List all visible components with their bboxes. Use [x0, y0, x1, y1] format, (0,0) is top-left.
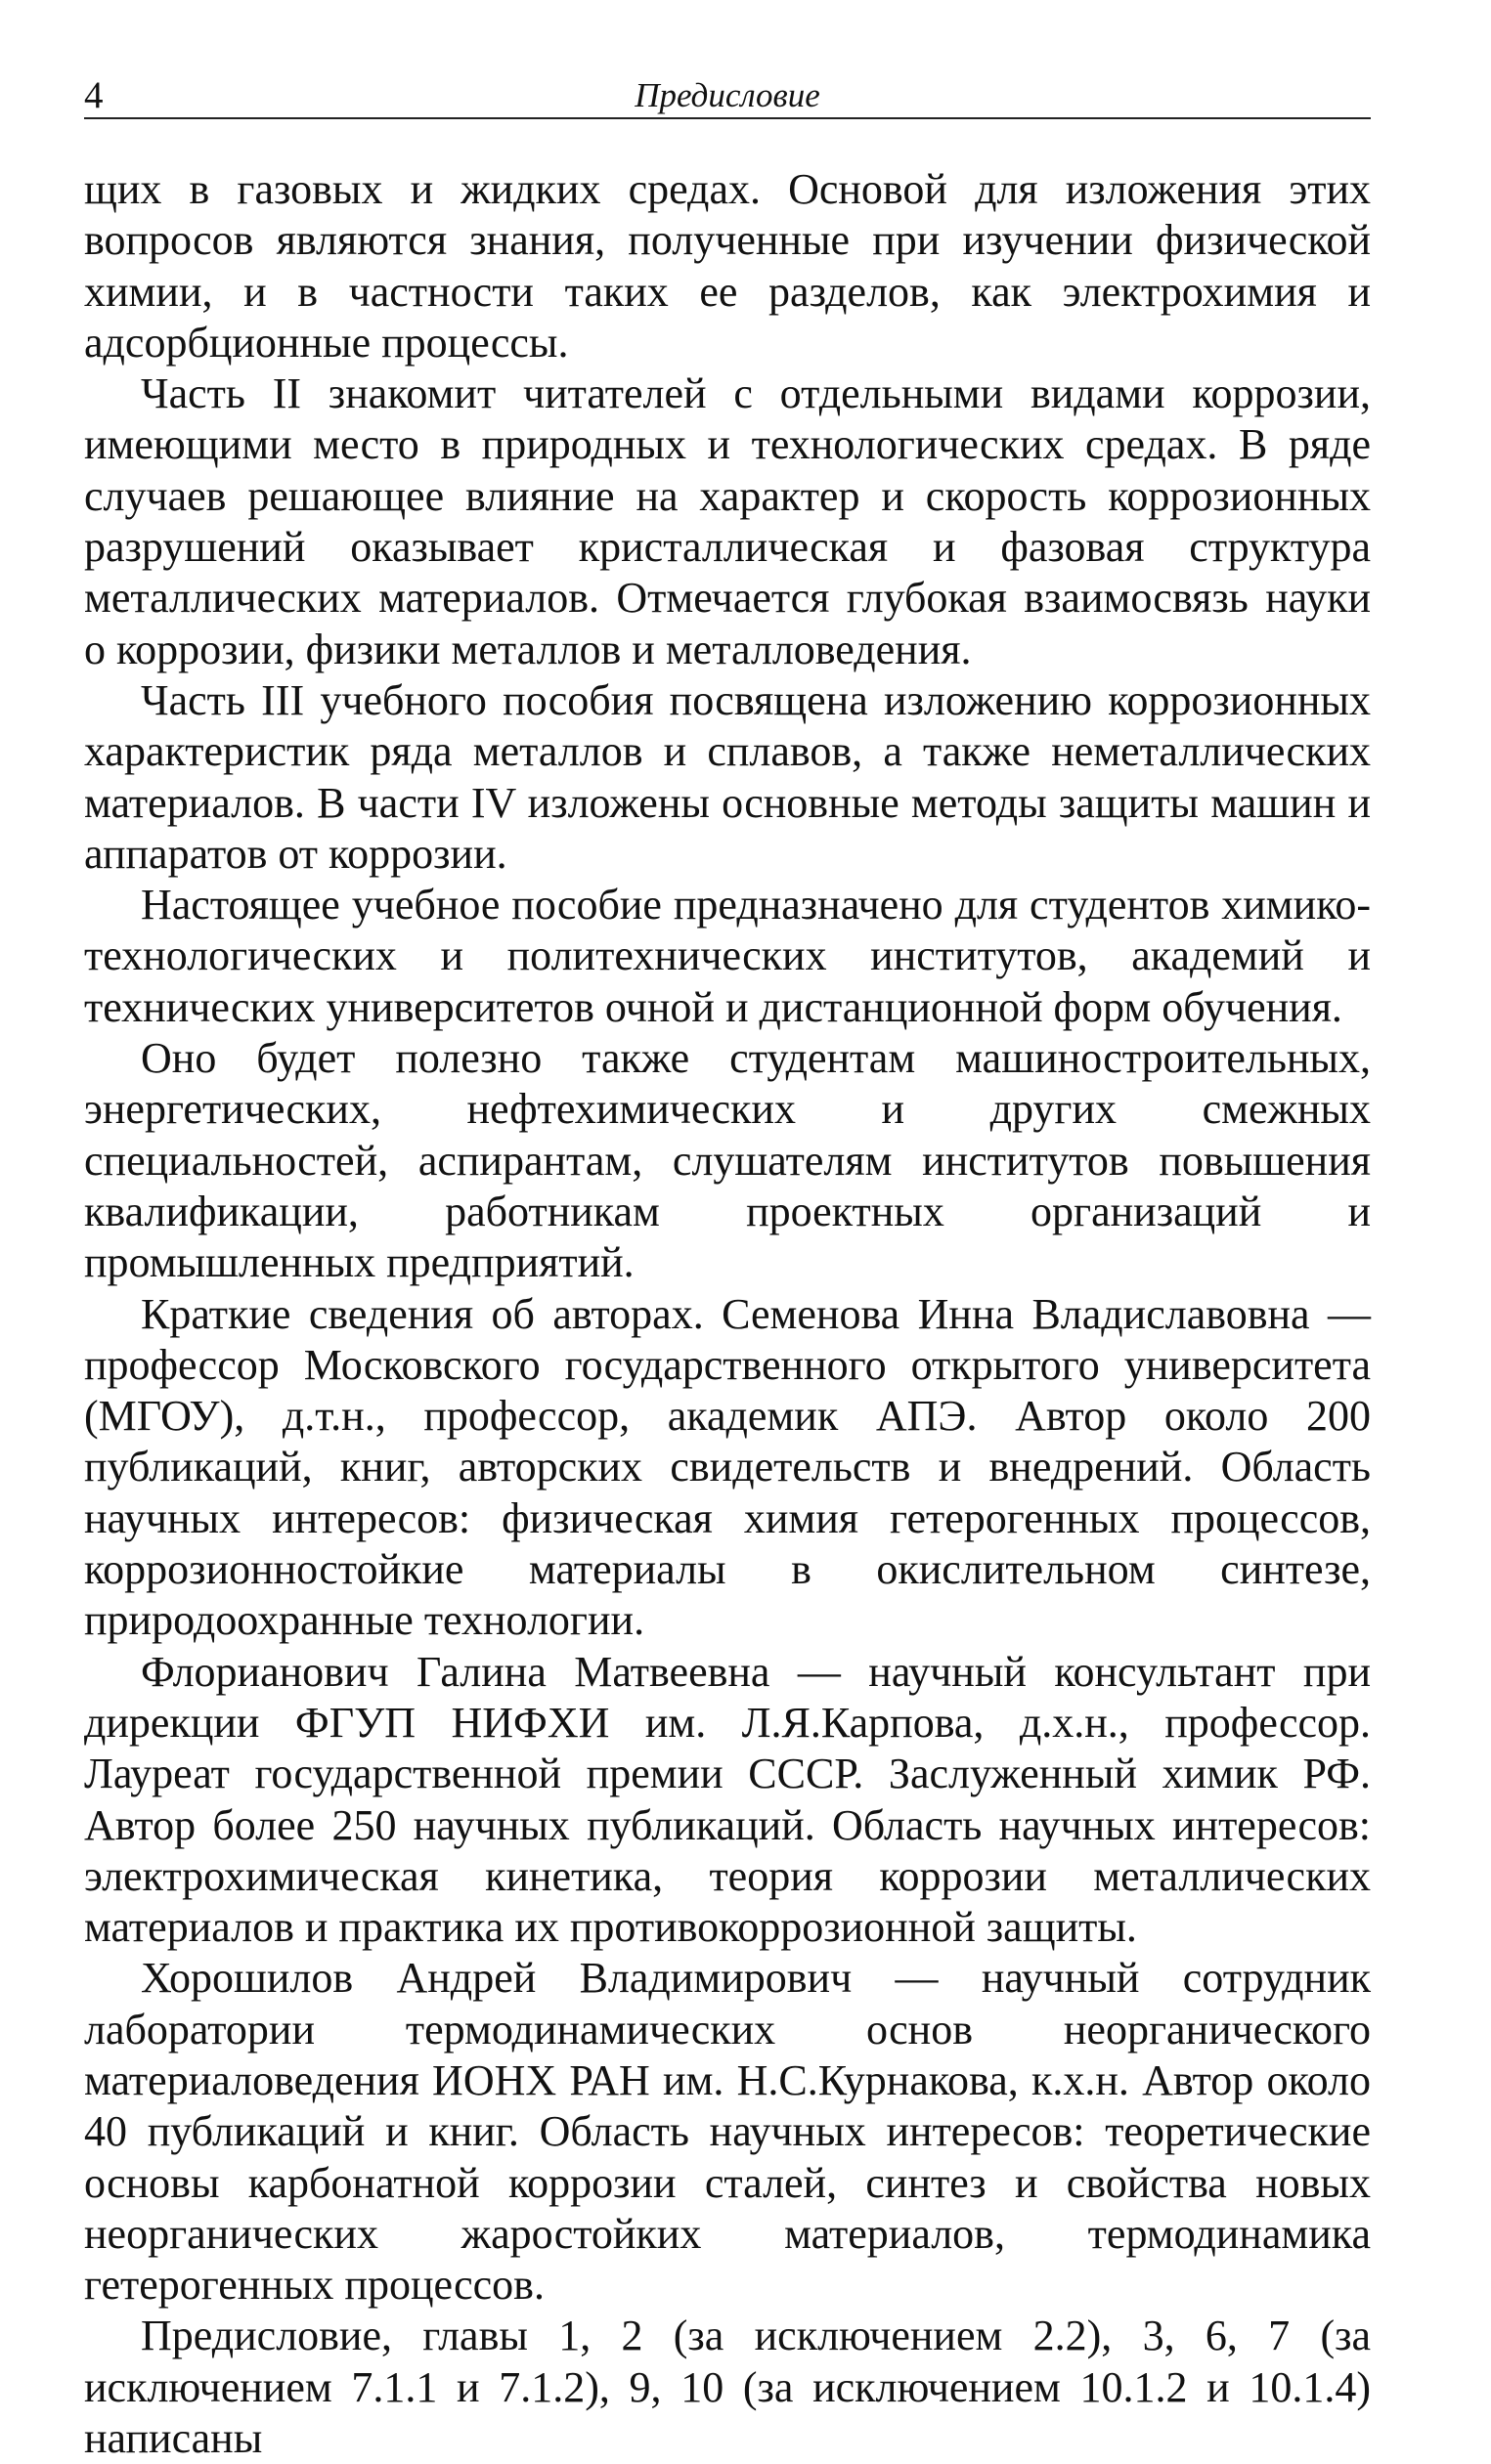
paragraph-author-semenova: Краткие сведения об авторах. Семенова Инна Владиславовна — профессор Московского государственного открытого университета (МГОУ), д.т.н., профессор, академик АПЭ. Автор около 200 публикаций, книг, авторских свидетельств и внедрений. Область научных интересов: физическая химия гетерогенных процессов, коррозионностойкие материалы в окислительном синтезе, природоохранные технологии. — [84, 1289, 1371, 1645]
paragraph-other-readers: Оно будет полезно также студентам машиностроительных, энергетических, нефтехимических и других смежных специальностей, аспирантам, слушателям институтов повышения квалификации, работникам проектных организаций и промышленных предприятий. — [84, 1034, 1371, 1287]
paragraph-author-florianovich: Флорианович Галина Матвеевна — научный консультант при дирекции ФГУП НИФХИ им. Л.Я.Карпова, д.х.н., профессор. Лауреат государственной премии СССР. Заслуженный химик РФ. Автор более 250 научных публикаций. Область научных интересов: электрохимическая кинетика, теория коррозии металлических материалов и практика их противокоррозионной защиты. — [84, 1647, 1371, 1952]
paragraph-continued-intro: щих в газовых и жидких средах. Основой для изложения этих вопросов являются знания, полученные при изучении физической химии, и в частности таких ее разделов, как электрохимия и адсорбционные процессы. — [84, 165, 1371, 367]
paragraph-part-three-four: Часть III учебного пособия посвящена изложению коррозионных характеристик ряда металлов и сплавов, а также неметаллических материалов. В части IV изложены основные методы защиты машин и аппаратов от коррозии. — [84, 675, 1371, 878]
body-text — [84, 164, 1371, 2464]
book-page — [84, 68, 1371, 2463]
section-title: Предисловие — [635, 76, 820, 114]
paragraph-author-khoroshilov: Хорошилов Андрей Владимирович — научный сотрудник лаборатории термодинамических основ неорганического материаловедения ИОНХ РАН им. Н.С.Курнакова, к.х.н. Автор около 40 публикаций и книг. Область научных интересов: теоретические основы карбонатной коррозии сталей, синтез и свойства новых неорганических жаростойких материалов, термодинамика гетерогенных процессов. — [84, 1954, 1371, 2310]
paragraph-part-two: Часть II знакомит читателей с отдельными видами коррозии, имеющими место в природных и технологических средах. В ряде случаев решающее влияние на характер и скорость коррозионных разрушений оказывает кристаллическая и фазовая структура металлических материалов. Отмечается глубокая взаимосвязь науки о коррозии, физики металлов и металловедения. — [84, 369, 1371, 673]
paragraph-authorship: Предисловие, главы 1, 2 (за исключением 2.2), 3, 6, 7 (за исключением 7.1.1 и 7.1.2), 9, 10 (за исключением 10.1.2 и 10.1.4) написаны — [84, 2312, 1371, 2463]
paragraph-audience: Настоящее учебное пособие предназначено для студентов химико-технологических и политехнических институтов, академий и технических университетов очной и дистанционной форм обучения. — [84, 881, 1371, 1031]
page-number: 4 — [84, 74, 104, 116]
running-header — [84, 68, 1371, 119]
